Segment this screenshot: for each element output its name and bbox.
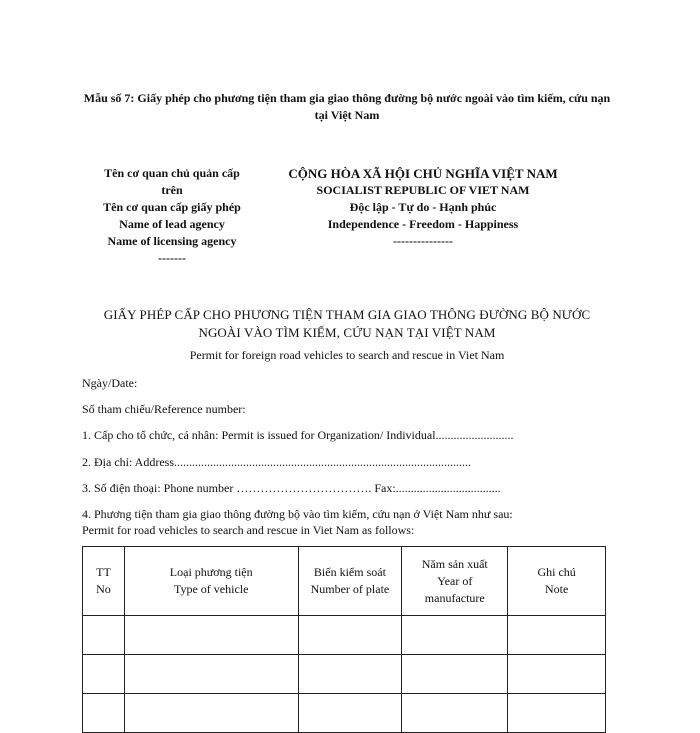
agency-block [82,165,262,267]
table-cell [402,616,508,655]
header-label-en: Note [544,582,569,596]
table-row [83,694,606,733]
vehicles-intro [82,506,582,538]
table-cell [83,616,125,655]
header-label-en: Year of [437,573,473,588]
table-cell [298,616,402,655]
header-label-en: Type of vehicle [173,582,249,596]
table-row [83,655,606,694]
table-cell [298,694,402,733]
agency-line: Name of licensing agency [107,234,237,248]
national-header [278,165,568,250]
table-cell [508,655,606,694]
vehicles-intro-en: Permit for road vehicles to search and rescue in Viet Nam as follows: [82,523,415,537]
address-field: 2. Địa chỉ: Address................................................................................................... [82,455,471,469]
table-cell [124,655,298,694]
header-separator: --------------- [393,234,453,248]
header-label-en: No [96,582,111,596]
table-cell [124,694,298,733]
header-label-vi: Biển kiểm soát [313,565,386,579]
header-label-en: Number of plate [310,582,390,596]
table-header-row [83,547,606,616]
date-field: Ngày/Date: [82,376,138,390]
document-title [82,306,612,342]
header-label-vi: Năm sản xuất [421,556,488,571]
header-year-of-manufacture [402,547,508,616]
header-note [508,547,606,616]
agency-line: Name of lead agency [119,217,225,231]
header-label-vi: TT [96,565,111,579]
agency-line: trên [161,183,183,197]
vehicles-table [82,546,606,733]
table-cell [402,655,508,694]
agency-separator: ------- [158,251,186,265]
document-title-line: GIẤY PHÉP CẤP CHO PHƯƠNG TIỆN THAM GIA GIAO THÔNG ĐƯỜNG BỘ NƯỚC [103,307,591,322]
document-subtitle: Permit for foreign road vehicles to search and rescue in Viet Nam [189,348,505,362]
header-no [83,547,125,616]
header-label-vi: Ghi chú [537,565,576,579]
issued-for-field: 1. Cấp cho tổ chức, cá nhân: Permit is issued for Organization/ Individual.......................... [82,428,514,442]
table-cell [83,655,125,694]
motto-en: Independence - Freedom - Happiness [327,217,519,231]
header-vehicle-type [124,547,298,616]
agency-line: Tên cơ quan cấp giấy phép [103,200,241,214]
country-name-en: SOCIALIST REPUBLIC OF VIET NAM [316,183,530,197]
country-name-vi: CỘNG HÒA XÃ HỘI CHỦ NGHĨA VIỆT NAM [288,166,558,181]
motto-vi: Độc lập - Tự do - Hạnh phúc [349,200,497,214]
agency-line: Tên cơ quan chủ quản cấp [104,166,240,180]
header-label-vi: Loại phương tiện [169,565,253,579]
table-cell [508,694,606,733]
document-title-line: NGOÀI VÀO TÌM KIẾM, CỨU NẠN TẠI VIỆT NAM [198,325,496,340]
table-row [83,616,606,655]
table-cell [298,655,402,694]
header-plate-number [298,547,402,616]
header-label-en: manufacture [424,590,485,605]
vehicles-intro-vi: 4. Phương tiện tham gia giao thông đường bộ vào tìm kiếm, cứu nạn ở Việt Nam như sau: [82,507,513,521]
table-cell [402,694,508,733]
table-cell [83,694,125,733]
reference-number-field: Số tham chiếu/Reference number: [82,402,246,416]
table-cell [124,616,298,655]
table-cell [508,616,606,655]
phone-fax-field: 3. Số điện thoại: Phone number ……………………………. Fax:................................... [82,481,501,495]
form-title: Mẫu số 7: Giấy phép cho phương tiện tham gia giao thông đường bộ nước ngoài vào tìm kiếm, cứu nạn tại Việt Nam [83,91,611,122]
